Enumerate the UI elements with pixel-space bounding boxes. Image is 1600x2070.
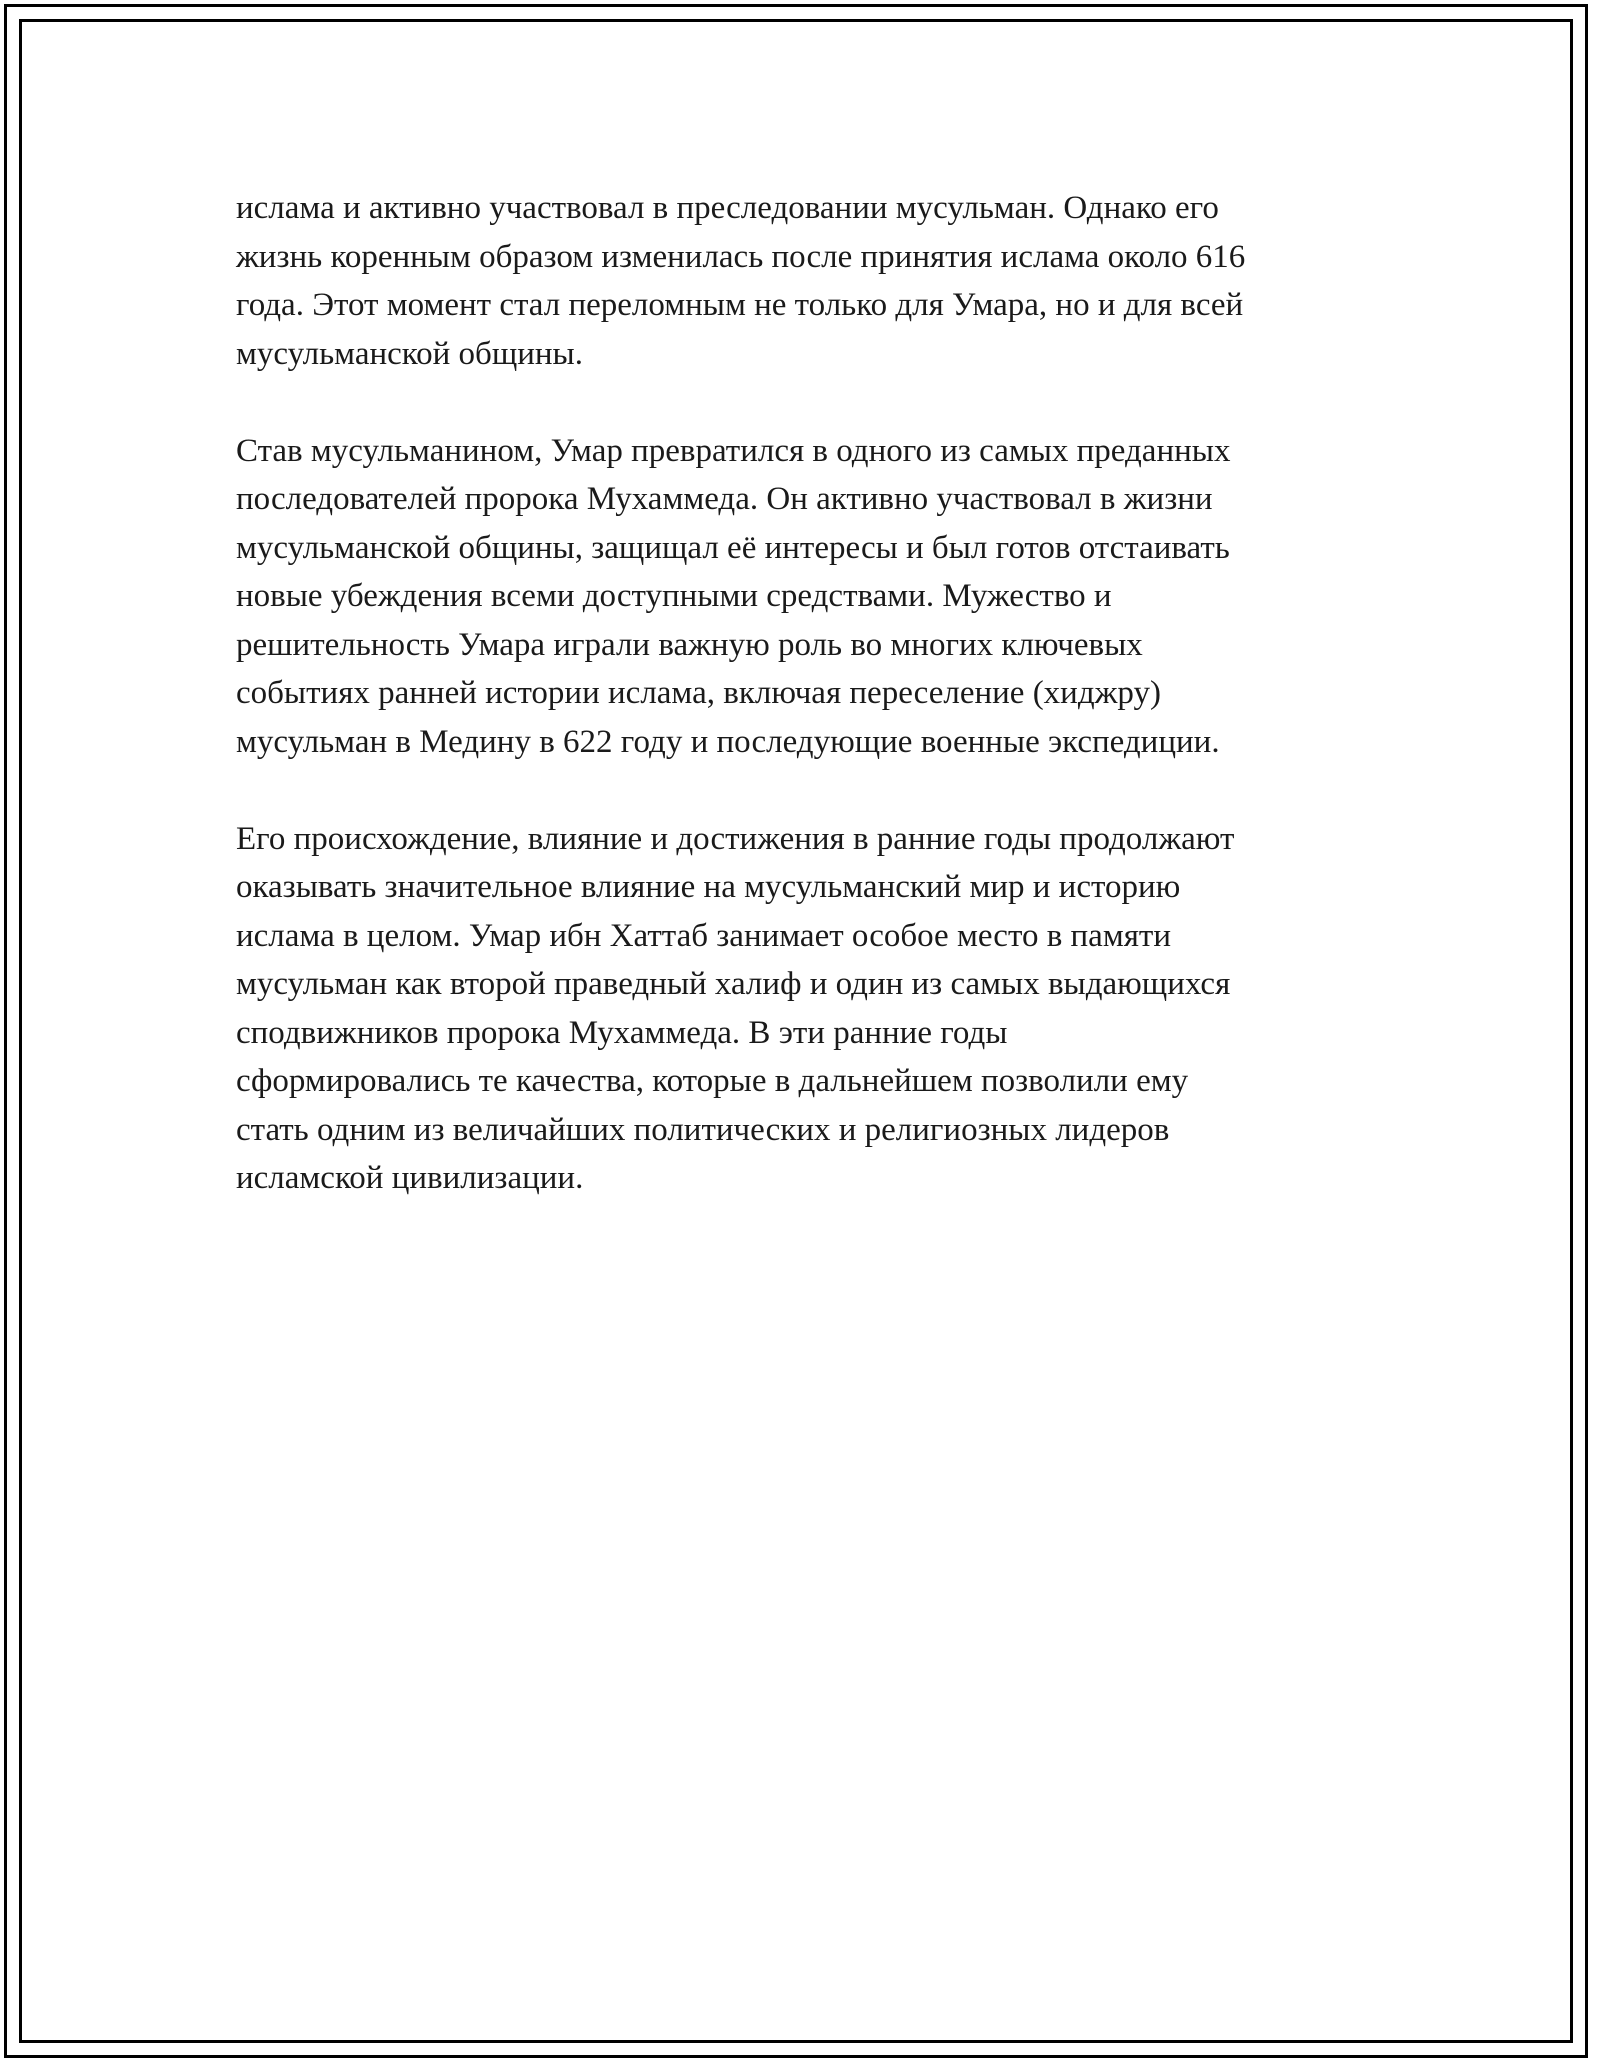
text-line: ислама и активно участвовал в преследовании мусульман. Однако его (236, 190, 1219, 226)
text-line: мусульман как второй праведный халиф и один из самых выдающихся (236, 966, 1231, 1002)
text-line: мусульман в Медину в 622 году и последующие военные экспедиции. (236, 723, 1220, 760)
text-line: сподвижников пророка Мухаммеда. В эти ранние годы (236, 1014, 1008, 1051)
text-line: новые убеждения всеми доступными средствами. Мужество и (236, 578, 1112, 614)
paragraph-1 (236, 184, 1396, 378)
text-line: мусульманской общины, защищал её интересы и был готов отстаивать (236, 529, 1230, 566)
text-line: решительность Умара играли важную роль во многих ключевых (236, 626, 1143, 663)
text-line: стать одним из величайших политических и религиозных лидеров (236, 1111, 1170, 1148)
text-line: ислама в целом. Умар ибн Хаттаб занимает особое место в памяти (236, 917, 1171, 954)
text-line: оказывать значительное влияние на мусульманский мир и историю (236, 869, 1181, 905)
paragraph-3 (236, 815, 1396, 1203)
text-line: сформировались те качества, которые в дальнейшем позволили ему (236, 1063, 1189, 1099)
text-line: года. Этот момент стал переломным не только для Умара, но и для всей (236, 287, 1244, 323)
paragraph-2 (236, 427, 1396, 767)
text-line: жизнь коренным образом изменилась после принятия ислама около 616 (236, 238, 1246, 275)
text-line: Его происхождение, влияние и достижения в ранние годы продолжают (236, 820, 1235, 857)
text-line: событиях ранней истории ислама, включая переселение (хиджру) (236, 675, 1161, 711)
document-body (236, 184, 1396, 1251)
text-line: исламской цивилизации. (236, 1160, 584, 1196)
text-line: последователей пророка Мухаммеда. Он активно участвовал в жизни (236, 481, 1213, 517)
text-line: мусульманской общины. (236, 335, 583, 372)
text-line: Став мусульманином, Умар превратился в одного из самых преданных (236, 432, 1231, 469)
